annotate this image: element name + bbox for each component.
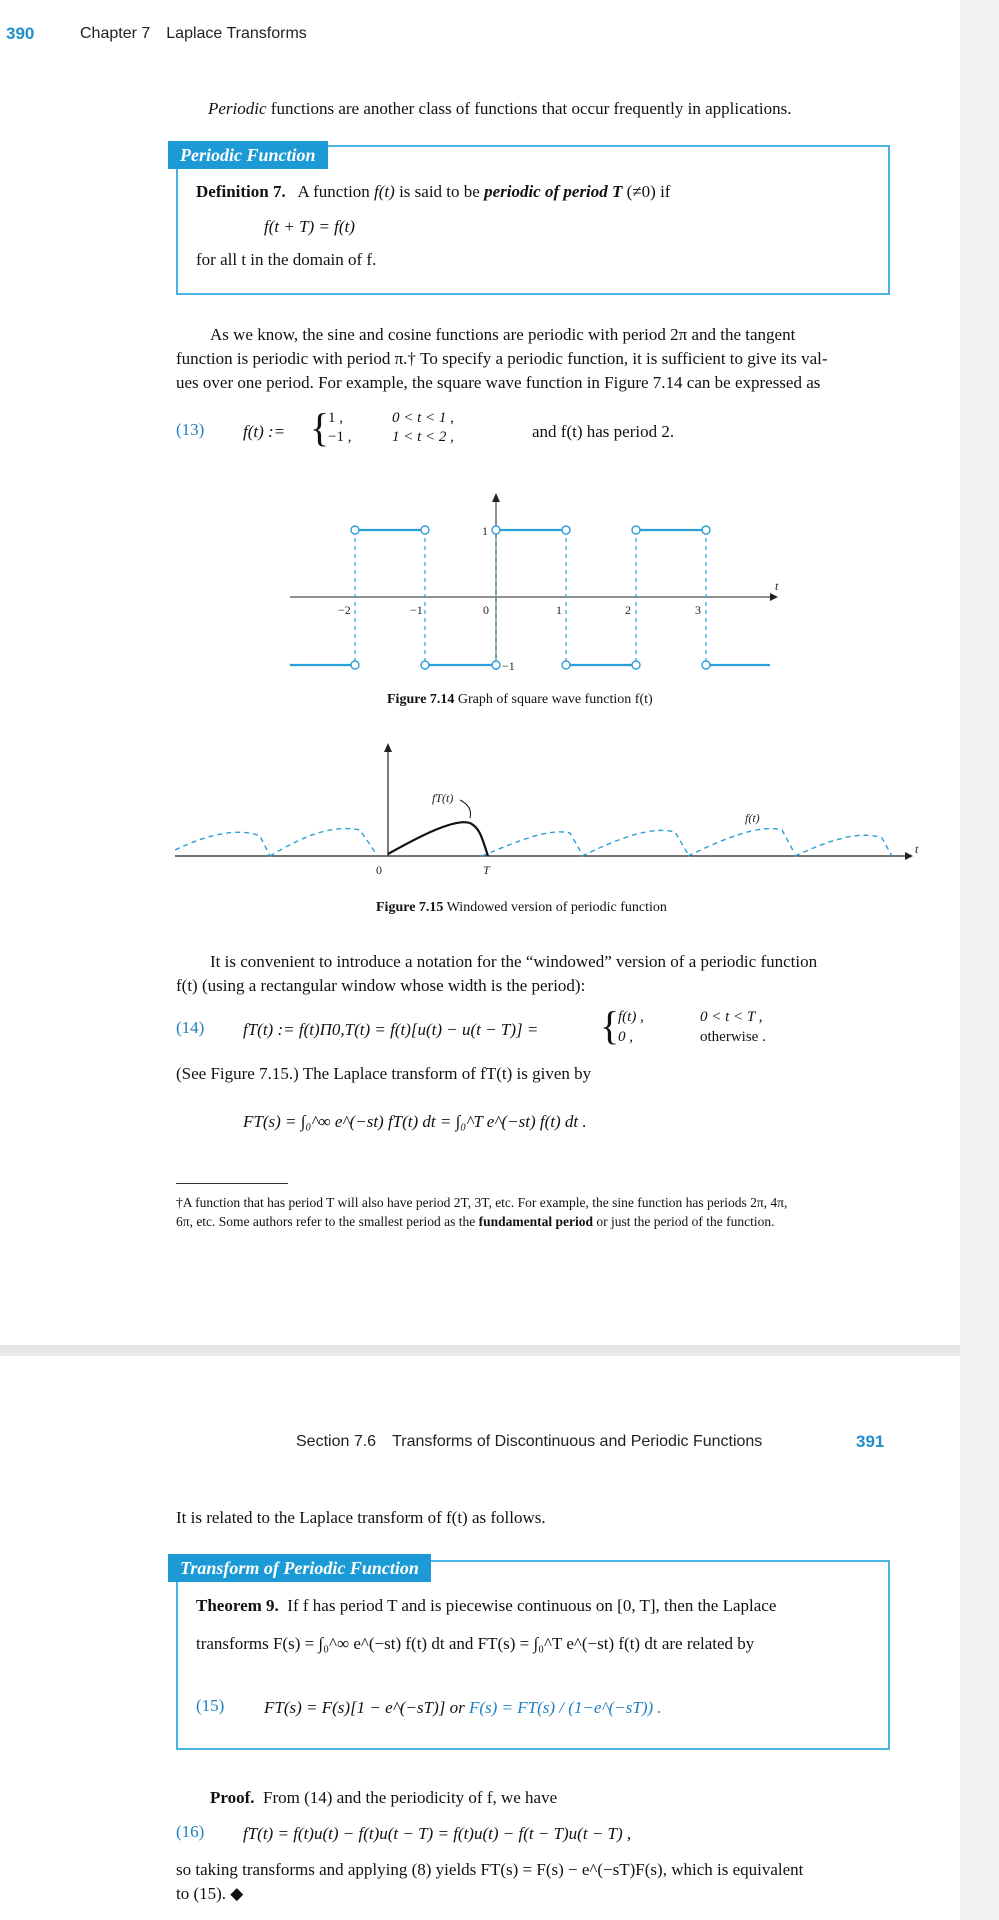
eq15-part-a: FT(s) = F(s)[1 − e^(−sT)] or xyxy=(264,1698,469,1717)
eq16: fT(t) = f(t)u(t) − f(t)u(t − T) = f(t)u(t) − f(t − T)u(t − T) , xyxy=(243,1824,632,1843)
footnote-text-a: 6π, etc. Some authors refer to the smallest period as the xyxy=(176,1214,479,1229)
page-391 xyxy=(0,1356,960,1920)
theorem-label: Theorem 9. xyxy=(196,1596,279,1615)
section-label: Section 7.6 xyxy=(296,1433,377,1450)
footnote-line-2 xyxy=(176,1212,896,1231)
tick-1: 1 xyxy=(556,603,562,617)
tick-0: 0 xyxy=(483,603,489,617)
proof-label: Proof. xyxy=(210,1788,255,1807)
tick-neg2: −2 xyxy=(338,603,351,617)
definition-label: Definition 7. xyxy=(196,182,286,201)
eq14-cases-conditions xyxy=(700,1007,766,1047)
tick-3: 3 xyxy=(695,603,701,617)
eq13-case1-condition: 0 < t < 1 , xyxy=(392,410,454,426)
definition-condition: (≠0) if xyxy=(622,182,671,201)
proof-text: From (14) and the periodicity of f, we have xyxy=(263,1788,558,1807)
page-number: 390 xyxy=(6,24,35,43)
paragraph-2 xyxy=(176,950,890,998)
proof-conclusion-line-2: to (15). ◆ xyxy=(176,1884,244,1903)
running-head xyxy=(80,25,307,43)
theorem-text-1: If f has period T and is piecewise continuous on [0, T], then the Laplace xyxy=(287,1596,777,1615)
footnote-text-b: or just the period of the function. xyxy=(593,1214,775,1229)
eq13-tag: (13) xyxy=(176,420,205,439)
intro-line xyxy=(208,97,792,121)
eq15-part-b: F(s) = FT(s) / (1−e^(−sT)) . xyxy=(468,1698,662,1717)
paragraph-1-line-3: ues over one period. For example, the square wave function in Figure 7.14 can be expressed as xyxy=(176,373,821,392)
proof-conclusion-line-1: so taking transforms and applying (8) yields FT(s) = F(s) − e^(−sT)F(s), which is equivalent xyxy=(176,1860,804,1879)
definition-ft: f(t) xyxy=(374,182,395,201)
tick-0: 0 xyxy=(376,863,382,877)
eq13-case2-condition: 1 < t < 2 , xyxy=(392,429,454,445)
tick-2: 2 xyxy=(625,603,631,617)
definition-tail: for all t in the domain of f. xyxy=(196,250,377,269)
eq13-brace: { xyxy=(310,405,330,450)
definition-text-b: is said to be xyxy=(394,182,485,201)
intro-text: functions are another class of functions that occur frequently in applications. xyxy=(266,99,792,118)
eq13-case1-value: 1 , xyxy=(328,410,343,426)
figure-7-15-text: Windowed version of periodic function xyxy=(443,900,667,915)
footnote-line-1: †A function that has period T will also have period 2T, 3T, etc. For example, the sine function has periods 2π, 4π, xyxy=(176,1195,788,1210)
eq13-case2-value: −1 , xyxy=(328,429,352,445)
page-number: 391 xyxy=(856,1432,885,1451)
eq13-tail: and f(t) has period 2. xyxy=(532,422,675,441)
eq14-case2-value: 0 , xyxy=(618,1029,633,1045)
t-axis-label: t xyxy=(915,842,919,856)
figure-7-14-text: Graph of square wave function f(t) xyxy=(454,692,653,707)
eq13-cases-values xyxy=(328,409,351,447)
paragraph-2-line-2: f(t) (using a rectangular window whose width is the period): xyxy=(176,976,586,995)
eq14-brace: { xyxy=(600,1003,620,1048)
footnote-term: fundamental period xyxy=(478,1214,593,1229)
eq15-tag: (15) xyxy=(196,1696,225,1715)
intro-emphasis: Periodic xyxy=(208,99,267,118)
footnote xyxy=(176,1193,896,1231)
tick-T: T xyxy=(483,863,490,877)
t-axis-label: t xyxy=(775,579,779,593)
figure-7-15-graph xyxy=(170,738,930,888)
theorem-line-1 xyxy=(196,1594,776,1618)
paragraph-3: (See Figure 7.15.) The Laplace transform of fT(t) is given by xyxy=(176,1064,592,1083)
section-title: Transforms of Discontinuous and Periodic Functions xyxy=(392,1433,763,1450)
eq14-cases-values xyxy=(618,1007,644,1047)
definition-term: periodic of period T xyxy=(484,182,623,201)
figure-7-14-caption xyxy=(387,692,653,708)
figure-7-15-caption xyxy=(376,900,667,916)
level-top: 1 xyxy=(482,524,488,538)
paragraph-1-line-1: As we know, the sine and cosine functions are periodic with period 2π and the tangent xyxy=(210,325,796,344)
definition-box-title: Periodic Function xyxy=(168,141,328,169)
intro-line: It is related to the Laplace transform of f(t) as follows. xyxy=(176,1508,546,1527)
eq14-case1-value: f(t) , xyxy=(618,1009,644,1025)
eq16-tag: (16) xyxy=(176,1822,205,1841)
definition-statement xyxy=(196,180,670,204)
t-axis-arrow xyxy=(770,593,778,601)
vertical-axis-arrow xyxy=(384,743,392,752)
figure-7-14-graph xyxy=(280,490,780,680)
tick-neg1: −1 xyxy=(410,603,423,617)
running-head xyxy=(296,1433,762,1451)
eq14-case2-condition: otherwise . xyxy=(700,1029,766,1045)
chapter-title: Laplace Transforms xyxy=(166,25,307,42)
page-separator xyxy=(0,1345,960,1356)
eq14-case1-condition: 0 < t < T , xyxy=(700,1009,763,1025)
eq15 xyxy=(264,1696,662,1720)
theorem-box-title: Transform of Periodic Function xyxy=(168,1554,431,1582)
footnote-rule xyxy=(176,1183,288,1184)
paragraph-2-line-1: It is convenient to introduce a notation for the “windowed” version of a periodic function xyxy=(210,952,818,971)
proof-line xyxy=(210,1786,557,1810)
label-f: f(t) xyxy=(745,811,760,825)
chapter-label: Chapter 7 xyxy=(80,25,151,42)
eq14-tag: (14) xyxy=(176,1018,205,1037)
eq13-cases-conditions xyxy=(392,409,454,447)
theorem-line-2: transforms F(s) = ∫₀^∞ e^(−st) f(t) dt and FT(s) = ∫₀^T e^(−st) f(t) dt are related by xyxy=(196,1634,755,1653)
eq13-lhs: f(t) := xyxy=(243,422,286,441)
proof-conclusion xyxy=(176,1858,896,1906)
definition-equation: f(t + T) = f(t) xyxy=(264,217,355,236)
label-fT: fT(t) xyxy=(432,791,454,805)
paragraph-1-line-2: function is periodic with period π.† To specify a periodic function, it is sufficient to give its val- xyxy=(176,349,828,368)
definition-text-a: A function xyxy=(297,182,375,201)
f-axis-arrow xyxy=(492,493,500,502)
windowed-curve xyxy=(388,822,488,856)
figure-7-15-number: Figure 7.15 xyxy=(376,900,444,915)
eq14-expression: fT(t) := f(t)Π0,T(t) = f(t)[u(t) − u(t − T)] = xyxy=(243,1020,539,1039)
eq-FT: FT(s) = ∫₀^∞ e^(−st) fT(t) dt = ∫₀^T e^(−st) f(t) dt . xyxy=(243,1112,587,1131)
periodic-copies xyxy=(175,829,892,856)
t-axis-arrow xyxy=(905,852,913,860)
paragraph-1 xyxy=(176,323,890,395)
figure-7-14-number: Figure 7.14 xyxy=(387,692,455,707)
fT-pointer xyxy=(460,800,471,818)
level-bottom: −1 xyxy=(502,659,515,673)
